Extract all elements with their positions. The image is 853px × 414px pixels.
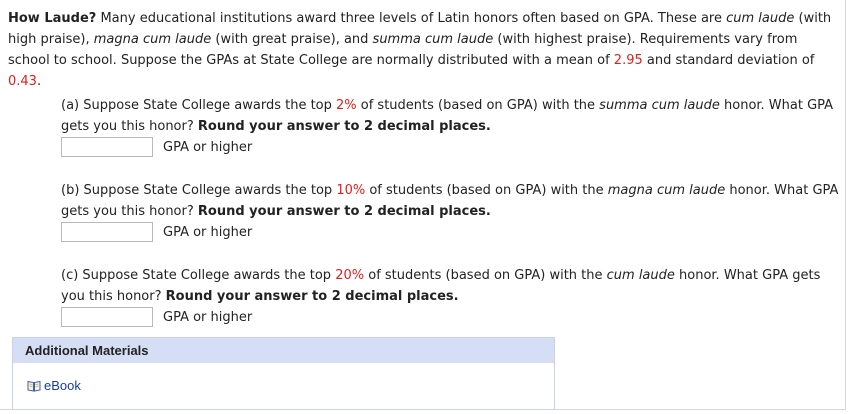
part-b-percent: 10% — [336, 183, 366, 198]
part-b-instruction: Round your answer to 2 decimal places. — [197, 204, 491, 219]
additional-materials-panel — [12, 337, 555, 410]
book-icon — [27, 380, 41, 392]
part-c-instruction: Round your answer to 2 decimal places. — [165, 289, 459, 304]
part-a-question: (a) Suppose State College awards the top 2% of students (based on GPA) with the summa cum laude honor. What GPA gets you this honor? Round your answer to 2 decimal places. — [61, 98, 834, 134]
part-a-answer-row — [61, 135, 252, 159]
part-a-percent: 2% — [336, 98, 357, 113]
summa-cum-laude-term: summa cum laude — [372, 32, 494, 47]
part-b-answer-row — [61, 220, 252, 244]
ebook-link[interactable] — [27, 378, 81, 393]
part-b-question: (b) Suppose State College awards the top 10% of students (based on GPA) with the magna cum laude honor. What GPA gets you this honor? Round your answer to 2 decimal places. — [61, 183, 839, 219]
magna-cum-laude-term: magna cum laude — [93, 32, 212, 47]
part-c-answer-row — [61, 305, 252, 329]
part-c-question: (c) Suppose State College awards the top 20% of students (based on GPA) with the cum laude honor. What GPA gets you this honor? Round your answer to 2 decimal places. — [61, 268, 821, 304]
ebook-label: eBook — [44, 378, 81, 393]
part-c-answer-input[interactable] — [61, 307, 153, 327]
part-b-honor: magna cum laude — [607, 183, 726, 198]
part-c-percent: 20% — [335, 268, 365, 283]
cum-laude-term: cum laude — [726, 11, 795, 26]
part-a-answer-input[interactable] — [61, 137, 153, 157]
sd-value: 0.43 — [8, 74, 37, 89]
part-a-instruction: Round your answer to 2 decimal places. — [197, 119, 491, 134]
part-c-answer-suffix: GPA or higher — [163, 309, 253, 325]
part-a-honor: summa cum laude — [599, 98, 720, 113]
additional-materials-header: Additional Materials — [13, 338, 554, 363]
part-a-answer-suffix: GPA or higher — [163, 139, 253, 155]
part-c-honor: cum laude — [606, 268, 675, 283]
question-title: How Laude? — [8, 11, 97, 26]
mean-value: 2.95 — [613, 53, 643, 68]
part-b-answer-suffix: GPA or higher — [163, 224, 253, 240]
question-intro: How Laude? Many educational institutions award three levels of Latin honors often based on GPA. These are cum laude (with high praise), magna cum laude (with great praise), and summa cum laude (with highest praise). Requirements vary from school to school. Suppose the GPAs at State College are normally distributed with a mean of 2.95 and standard deviation of 0.43. — [8, 11, 832, 89]
part-b-answer-input[interactable] — [61, 222, 153, 242]
